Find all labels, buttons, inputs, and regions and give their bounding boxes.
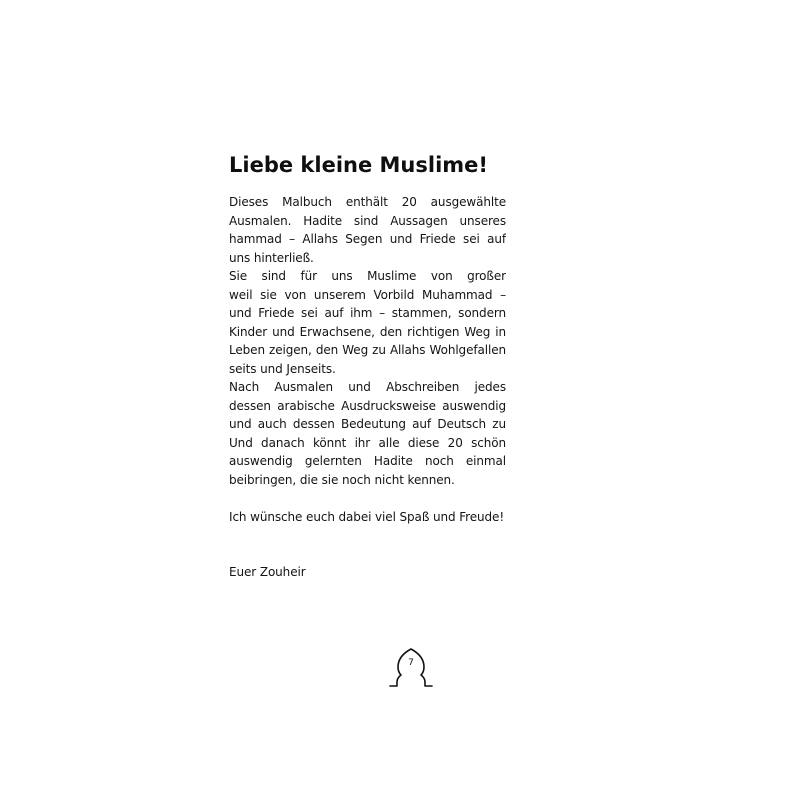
text-line: Leben zeigen, den Weg zu Allahs Wohlgefallen xyxy=(229,343,506,357)
paragraph-spacer xyxy=(229,526,506,545)
text-line: beibringen, die sie noch nicht kennen. xyxy=(229,472,455,487)
paragraph-spacer xyxy=(229,545,506,564)
text-line: Kinder und Erwachsene, den richtigen Weg in xyxy=(229,324,506,339)
text-line: seits und Jenseits. xyxy=(229,361,336,376)
paragraph-malbuch xyxy=(229,193,506,267)
closing-wish: Ich wünsche euch dabei viel Spaß und Freude! xyxy=(229,509,505,524)
page-title: Liebe kleine Muslime! xyxy=(229,153,488,177)
text-line: und auch dessen Bedeutung auf Deutsch zu xyxy=(229,417,506,431)
paragraph-anleitung xyxy=(229,378,506,489)
text-line: und Friede sei auf ihm – stammen, sondern xyxy=(229,306,506,320)
text-line: Sie sind für uns Muslime von großer xyxy=(229,269,506,283)
text-line: uns hinterließ. xyxy=(229,250,314,265)
text-line: Nach Ausmalen und Abschreiben jedes xyxy=(229,380,506,394)
signature: Euer Zouheir xyxy=(229,565,306,579)
text-line: hammad – Allahs Segen und Friede sei auf xyxy=(229,232,506,246)
text-line: Dieses Malbuch enthält 20 ausgewählte xyxy=(229,195,506,209)
text-line: dessen arabische Ausdrucksweise auswendig xyxy=(229,398,506,413)
text-line: auswendig gelernten Hadite noch einmal xyxy=(229,454,506,468)
intro-text xyxy=(229,193,506,582)
paragraph-spacer xyxy=(229,489,506,508)
text-line: Und danach könnt ihr alle diese 20 schön xyxy=(229,435,506,450)
paragraph-bedeutung xyxy=(229,267,506,378)
page-number: 7 xyxy=(408,658,414,668)
page-number-badge xyxy=(385,645,437,687)
text-line: Ausmalen. Hadite sind Aussagen unseres xyxy=(229,213,506,228)
text-line: weil sie von unserem Vorbild Muhammad – xyxy=(229,287,506,302)
